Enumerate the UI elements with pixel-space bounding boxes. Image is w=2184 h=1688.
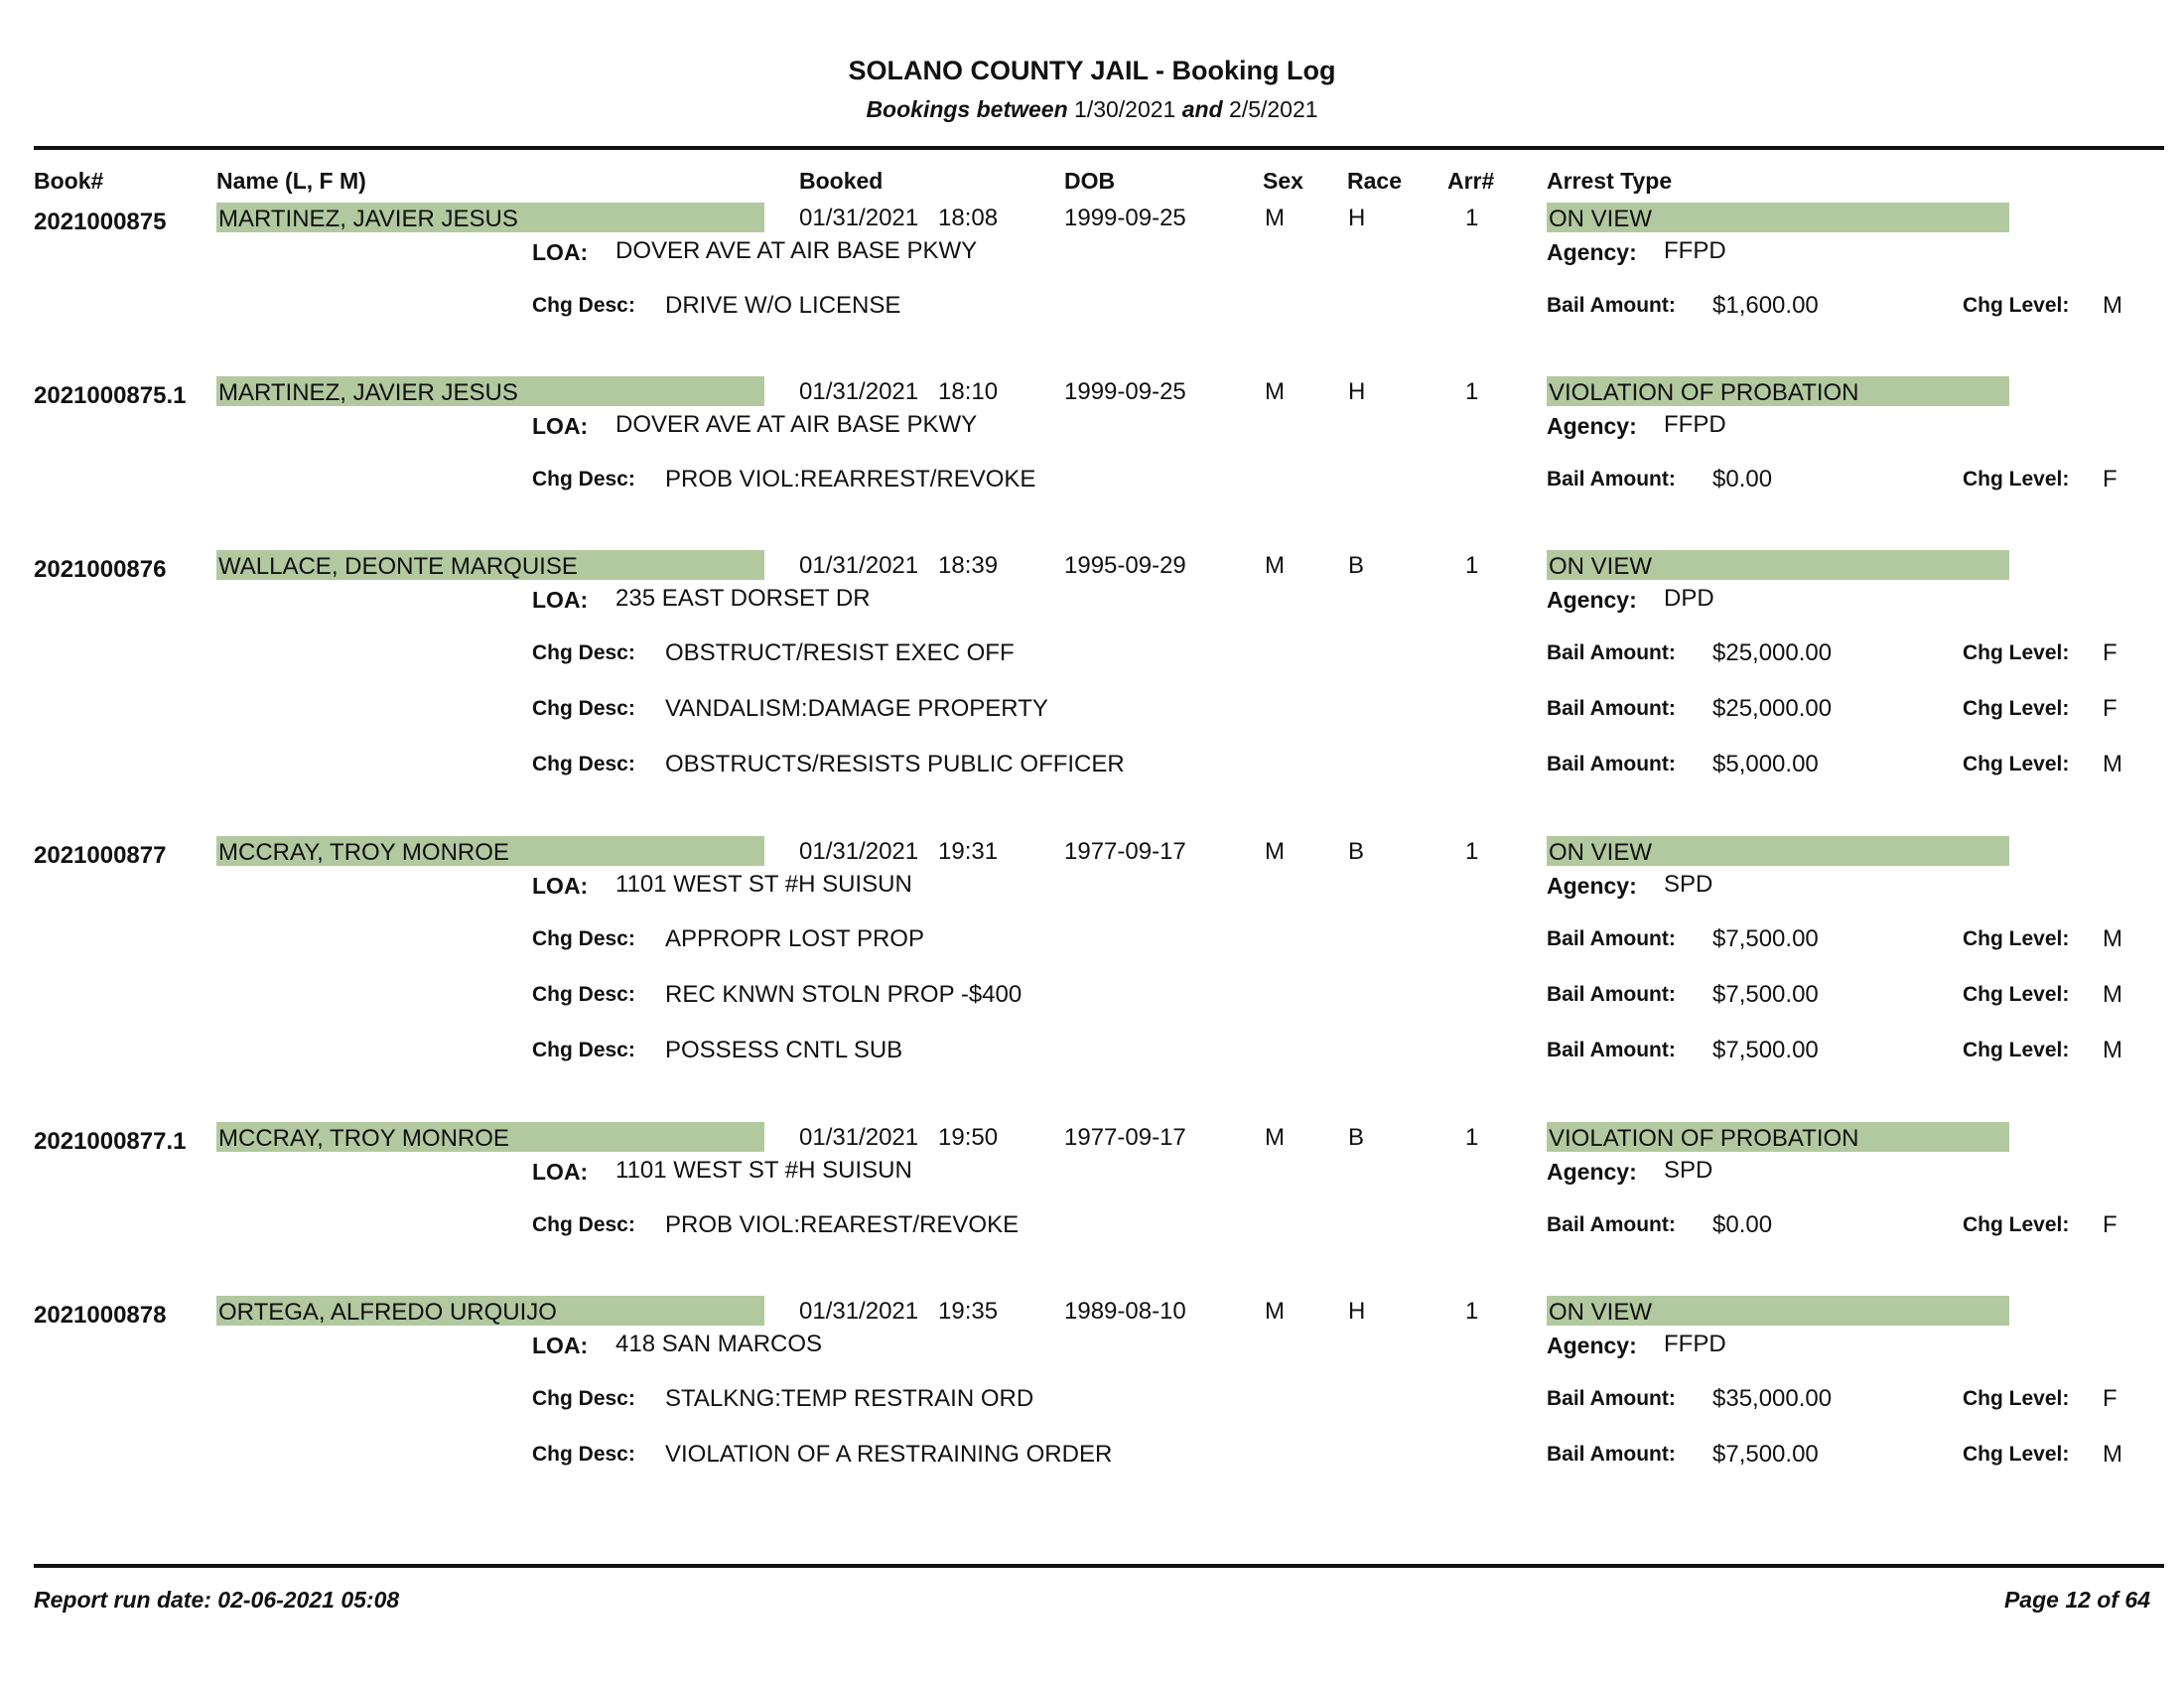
dob: 1977-09-17 <box>1064 1124 1186 1151</box>
chg-desc-value: PROB VIOL:REAREST/REVOKE <box>665 1211 1020 1238</box>
chg-desc-label: Chg Desc: <box>532 1039 635 1061</box>
chg-desc-value: STALKNG:TEMP RESTRAIN ORD <box>665 1385 1034 1412</box>
arrest-type: ON VIEW <box>1549 839 1653 866</box>
bail-amount-value: $7,500.00 <box>1712 925 1819 952</box>
booked-date: 01/31/2021 <box>799 378 919 405</box>
loa-value: DOVER AVE AT AIR BASE PKWY <box>615 237 978 264</box>
chg-level-value: F <box>2103 695 2117 722</box>
booked-time: 18:08 <box>938 205 999 231</box>
dob: 1977-09-17 <box>1064 838 1186 865</box>
loa-value: 1101 WEST ST #H SUISUN <box>615 871 912 898</box>
agency-label: Agency: <box>1547 239 1637 265</box>
chg-level-value: M <box>2103 751 2122 777</box>
booked-date: 01/31/2021 <box>799 205 919 231</box>
arrest-type-highlight <box>1547 376 2009 406</box>
chg-level-value: M <box>2103 292 2122 319</box>
bail-amount-label: Bail Amount: <box>1547 1039 1676 1061</box>
chg-level-label: Chg Level: <box>1963 1213 2070 1236</box>
arrest-type-highlight <box>1547 1122 2009 1152</box>
bail-amount-value: $25,000.00 <box>1712 695 1833 722</box>
agency-value: SPD <box>1664 1157 1713 1184</box>
end-date: 2/5/2021 <box>1229 96 1318 122</box>
loa-label: LOA: <box>532 239 589 265</box>
bail-amount-label: Bail Amount: <box>1547 697 1676 720</box>
loa-label: LOA: <box>532 873 589 899</box>
dob: 1995-09-29 <box>1064 552 1186 579</box>
chg-level-label: Chg Level: <box>1963 1443 2070 1466</box>
chg-level-value: F <box>2103 1211 2117 1238</box>
bail-amount-value: $7,500.00 <box>1712 1441 1819 1468</box>
agency-label: Agency: <box>1547 587 1637 613</box>
arrest-type-highlight <box>1547 836 2009 866</box>
chg-level-value: F <box>2103 1385 2117 1412</box>
arrest-number: 1 <box>1465 1124 1479 1151</box>
bail-amount-label: Bail Amount: <box>1547 294 1676 317</box>
agency-label: Agency: <box>1547 873 1637 899</box>
arrest-number: 1 <box>1465 205 1479 231</box>
book-number: 2021000876 <box>34 556 167 583</box>
bail-amount-value: $0.00 <box>1712 466 1773 492</box>
page-number: Page 12 of 64 <box>2003 1587 2150 1613</box>
arrest-type-highlight <box>1547 203 2009 232</box>
chg-level-value: M <box>2103 925 2122 952</box>
race: H <box>1348 205 1366 231</box>
chg-desc-value: DRIVE W/O LICENSE <box>665 292 901 319</box>
bail-amount-label: Bail Amount: <box>1547 1213 1676 1236</box>
bail-amount-label: Bail Amount: <box>1547 641 1676 664</box>
person-name: MCCRAY, TROY MONROE <box>218 1125 509 1152</box>
chg-desc-value: PROB VIOL:REARREST/REVOKE <box>665 466 1036 492</box>
chg-level-label: Chg Level: <box>1963 1387 2070 1410</box>
col-race: Race <box>1347 168 1402 194</box>
arrest-type: ON VIEW <box>1549 1299 1653 1326</box>
chg-desc-value: VIOLATION OF A RESTRAINING ORDER <box>665 1441 1113 1468</box>
sex: M <box>1265 1298 1285 1325</box>
chg-desc-label: Chg Desc: <box>532 468 635 491</box>
col-booked: Booked <box>799 168 884 194</box>
bail-amount-value: $0.00 <box>1712 1211 1773 1238</box>
bail-amount-value: $7,500.00 <box>1712 981 1819 1008</box>
bail-amount-label: Bail Amount: <box>1547 1443 1676 1466</box>
chg-desc-label: Chg Desc: <box>532 1443 635 1466</box>
chg-desc-value: REC KNWN STOLN PROP -$400 <box>665 981 1023 1008</box>
bail-amount-label: Bail Amount: <box>1547 983 1676 1006</box>
col-name: Name (L, F M) <box>216 168 366 194</box>
agency-value: FFPD <box>1664 1331 1726 1357</box>
person-name: MARTINEZ, JAVIER JESUS <box>218 379 518 406</box>
chg-level-label: Chg Level: <box>1963 468 2070 491</box>
chg-level-value: M <box>2103 1441 2122 1468</box>
booked-time: 18:39 <box>938 552 999 579</box>
agency-label: Agency: <box>1547 1159 1637 1185</box>
chg-desc-value: VANDALISM:DAMAGE PROPERTY <box>665 695 1048 722</box>
chg-level-value: F <box>2103 466 2117 492</box>
sex: M <box>1265 838 1285 865</box>
chg-level-label: Chg Level: <box>1963 294 2070 317</box>
bail-amount-value: $1,600.00 <box>1712 292 1819 319</box>
report-run-date: Report run date: 02-06-2021 05:08 <box>34 1587 400 1613</box>
bail-amount-value: $5,000.00 <box>1712 751 1819 777</box>
chg-desc-label: Chg Desc: <box>532 983 635 1006</box>
arrest-type: ON VIEW <box>1549 206 1653 232</box>
dob: 1989-08-10 <box>1064 1298 1186 1325</box>
bail-amount-value: $7,500.00 <box>1712 1037 1819 1063</box>
chg-desc-label: Chg Desc: <box>532 641 635 664</box>
person-name: MCCRAY, TROY MONROE <box>218 839 509 866</box>
race: B <box>1348 552 1365 579</box>
sex: M <box>1265 378 1285 405</box>
dob: 1999-09-25 <box>1064 378 1186 405</box>
chg-level-label: Chg Level: <box>1963 753 2070 775</box>
bail-amount-label: Bail Amount: <box>1547 1387 1676 1410</box>
chg-level-label: Chg Level: <box>1963 927 2070 950</box>
arrest-type: VIOLATION OF PROBATION <box>1549 379 1859 406</box>
booked-time: 18:10 <box>938 378 999 405</box>
chg-level-value: M <box>2103 981 2122 1008</box>
chg-desc-value: APPROPR LOST PROP <box>665 925 924 952</box>
dob: 1999-09-25 <box>1064 205 1186 231</box>
bail-amount-label: Bail Amount: <box>1547 927 1676 950</box>
loa-value: 1101 WEST ST #H SUISUN <box>615 1157 912 1184</box>
col-dob: DOB <box>1064 168 1116 194</box>
loa-label: LOA: <box>532 587 589 613</box>
race: B <box>1348 838 1365 865</box>
report-title: SOLANO COUNTY JAIL - Booking Log <box>848 56 1336 85</box>
loa-value: 235 EAST DORSET DR <box>615 585 871 612</box>
book-number: 2021000875.1 <box>34 382 187 409</box>
agency-value: FFPD <box>1664 411 1726 438</box>
book-number: 2021000878 <box>34 1302 167 1329</box>
footer-divider <box>34 1564 2164 1568</box>
name-highlight <box>216 203 764 232</box>
race: B <box>1348 1124 1365 1151</box>
col-book: Book# <box>34 168 104 194</box>
col-sex: Sex <box>1263 168 1303 194</box>
booked-date: 01/31/2021 <box>799 1298 919 1325</box>
chg-level-value: M <box>2103 1037 2122 1063</box>
booked-date: 01/31/2021 <box>799 1124 919 1151</box>
loa-label: LOA: <box>532 413 589 439</box>
chg-desc-value: OBSTRUCT/RESIST EXEC OFF <box>665 639 1015 666</box>
booked-time: 19:50 <box>938 1124 999 1151</box>
agency-label: Agency: <box>1547 1333 1637 1358</box>
chg-desc-label: Chg Desc: <box>532 1387 635 1410</box>
loa-value: DOVER AVE AT AIR BASE PKWY <box>615 411 978 438</box>
start-date: 1/30/2021 <box>1074 96 1176 122</box>
report-header <box>0 56 2184 123</box>
loa-value: 418 SAN MARCOS <box>615 1331 823 1357</box>
booked-time: 19:35 <box>938 1298 999 1325</box>
book-number: 2021000877 <box>34 842 167 869</box>
arrest-number: 1 <box>1465 838 1479 865</box>
chg-level-label: Chg Level: <box>1963 641 2070 664</box>
name-highlight <box>216 376 764 406</box>
loa-label: LOA: <box>532 1333 589 1358</box>
arrest-number: 1 <box>1465 552 1479 579</box>
bail-amount-value: $25,000.00 <box>1712 639 1833 666</box>
col-arrest-type: Arrest Type <box>1547 168 1673 194</box>
bail-amount-value: $35,000.00 <box>1712 1385 1833 1412</box>
booked-date: 01/31/2021 <box>799 838 919 865</box>
chg-level-label: Chg Level: <box>1963 983 2070 1006</box>
book-number: 2021000877.1 <box>34 1128 187 1155</box>
booked-time: 19:31 <box>938 838 999 865</box>
race: H <box>1348 1298 1366 1325</box>
chg-desc-value: OBSTRUCTS/RESISTS PUBLIC OFFICER <box>665 751 1125 777</box>
arrest-number: 1 <box>1465 1298 1479 1325</box>
col-arr: Arr# <box>1447 168 1495 194</box>
arrest-type: VIOLATION OF PROBATION <box>1549 1125 1859 1152</box>
bail-amount-label: Bail Amount: <box>1547 753 1676 775</box>
book-number: 2021000875 <box>34 209 167 235</box>
sex: M <box>1265 1124 1285 1151</box>
person-name: MARTINEZ, JAVIER JESUS <box>218 206 518 232</box>
agency-value: FFPD <box>1664 237 1726 264</box>
chg-level-label: Chg Level: <box>1963 1039 2070 1061</box>
chg-desc-label: Chg Desc: <box>532 697 635 720</box>
bail-amount-label: Bail Amount: <box>1547 468 1676 491</box>
arrest-type-highlight <box>1547 1296 2009 1326</box>
agency-label: Agency: <box>1547 413 1637 439</box>
arrest-type-highlight <box>1547 550 2009 580</box>
chg-level-label: Chg Level: <box>1963 697 2070 720</box>
chg-desc-label: Chg Desc: <box>532 927 635 950</box>
loa-label: LOA: <box>532 1159 589 1185</box>
chg-desc-label: Chg Desc: <box>532 294 635 317</box>
booked-date: 01/31/2021 <box>799 552 919 579</box>
chg-desc-label: Chg Desc: <box>532 753 635 775</box>
header-divider <box>34 146 2164 150</box>
name-highlight <box>216 1122 764 1152</box>
agency-value: DPD <box>1664 585 1714 612</box>
chg-desc-label: Chg Desc: <box>532 1213 635 1236</box>
race: H <box>1348 378 1366 405</box>
name-highlight <box>216 836 764 866</box>
person-name: WALLACE, DEONTE MARQUISE <box>218 553 578 580</box>
name-highlight <box>216 550 764 580</box>
chg-desc-value: POSSESS CNTL SUB <box>665 1037 903 1063</box>
sex: M <box>1265 205 1285 231</box>
name-highlight <box>216 1296 764 1326</box>
chg-level-value: F <box>2103 639 2117 666</box>
arrest-type: ON VIEW <box>1549 553 1653 580</box>
subtitle-prefix: Bookings between <box>866 96 1068 122</box>
agency-value: SPD <box>1664 871 1713 898</box>
report-subtitle <box>0 96 2184 123</box>
subtitle-and: and <box>1181 96 1223 122</box>
sex: M <box>1265 552 1285 579</box>
arrest-number: 1 <box>1465 378 1479 405</box>
person-name: ORTEGA, ALFREDO URQUIJO <box>218 1299 557 1326</box>
